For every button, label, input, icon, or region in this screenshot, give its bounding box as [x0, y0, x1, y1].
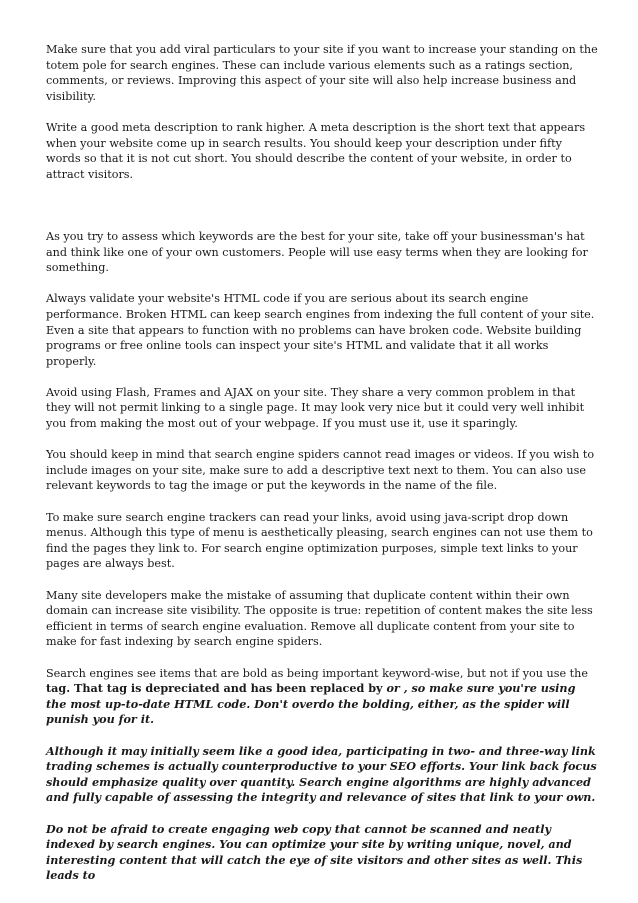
paragraph-javascript-menus: To make sure search engine trackers can read your links, avoid using java-script drop down menus. Although this type of menu is aesthetically pleasing, search engines can not use them to find the pages they link to. For search engine optimization purposes, simple text links to your pages are always best. [46, 510, 593, 571]
paragraph-duplicate-content: Many site developers make the mistake of assuming that duplicate content within their own domain can increase site visibility. The opposite is true: repetition of content makes the site less efficient in terms of search engine evaluation. Remove all duplicate content from your site to make for fast indexing by search engine spiders. [46, 588, 593, 649]
paragraph-meta-description: Write a good meta description to rank higher. A meta description is the short text that appears when your website come up in search results. You should keep your description under fifty words so that it is not cut short. You should describe the content of your website, in order to attract visitors. [46, 120, 586, 181]
paragraph-bold-tags [46, 666, 598, 728]
paragraph-images-videos: You should keep in mind that search engine spiders cannot read images or videos. If you wish to include images on your site, make sure to add a descriptive text next to them. You can also use relevant keywords to tag the image or put the keywords in the name of the file. [46, 448, 595, 493]
paragraph-validate-html: Always validate your website's HTML code if you are serious about its search engine performance. Broken HTML can keep search engines from indexing the full content of your site. Even a site that appears to function with no problems can have broken code. Website building programs or free online tools can inspect your site's HTML and validate that it all works properly. [46, 292, 595, 368]
paragraph-keywords: As you try to assess which keywords are the best for your site, take off your businessman's hat and think like one of your own customers. People will use easy terms when they are looking for something. [46, 229, 588, 275]
bold-tags-bold-text: tag. That tag is depreciated and has been replaced by [46, 681, 387, 696]
bold-tags-bold-italic-text: or , so make sure you're using the most up-to-date HTML code. Don't overdo the bolding, either, as the spider will punish you for it. [46, 681, 576, 727]
paragraph-viral-particulars: Make sure that you add viral particulars to your site if you want to increase your standing on the totem pole for search engines. These can include various elements such as a ratings section, comments, or reviews. Improving this aspect of your site will also help increase business and visibility. [46, 43, 598, 103]
document-page [46, 42, 598, 899]
paragraph-link-trading: Although it may initially seem like a good idea, participating in two- and three-way link trading schemes is actually counterproductive to your SEO efforts. Your link back focus should emphasize quality over quantity. Search engine algorithms are highly advanced and fully capable of assessing the integrity and relevance of sites that link to your own. [46, 743, 597, 805]
paragraph-engaging-copy: Do not be afraid to create engaging web copy that cannot be scanned and neatly indexed by search engines. You can optimize your site by writing unique, novel, and interesting content that will catch the eye of site visitors and other sites as well. This leads to [46, 821, 583, 883]
bold-tags-normal-text: Search engines see items that are bold as being important keyword-wise, but not if you use the [46, 666, 588, 680]
paragraph-gap [46, 198, 598, 229]
paragraph-avoid-flash: Avoid using Flash, Frames and AJAX on your site. They share a very common problem in that they will not permit linking to a single page. It may look very nice but it could very well inhibit you from making the most out of your webpage. If you must use it, use it sparingly. [46, 385, 585, 431]
